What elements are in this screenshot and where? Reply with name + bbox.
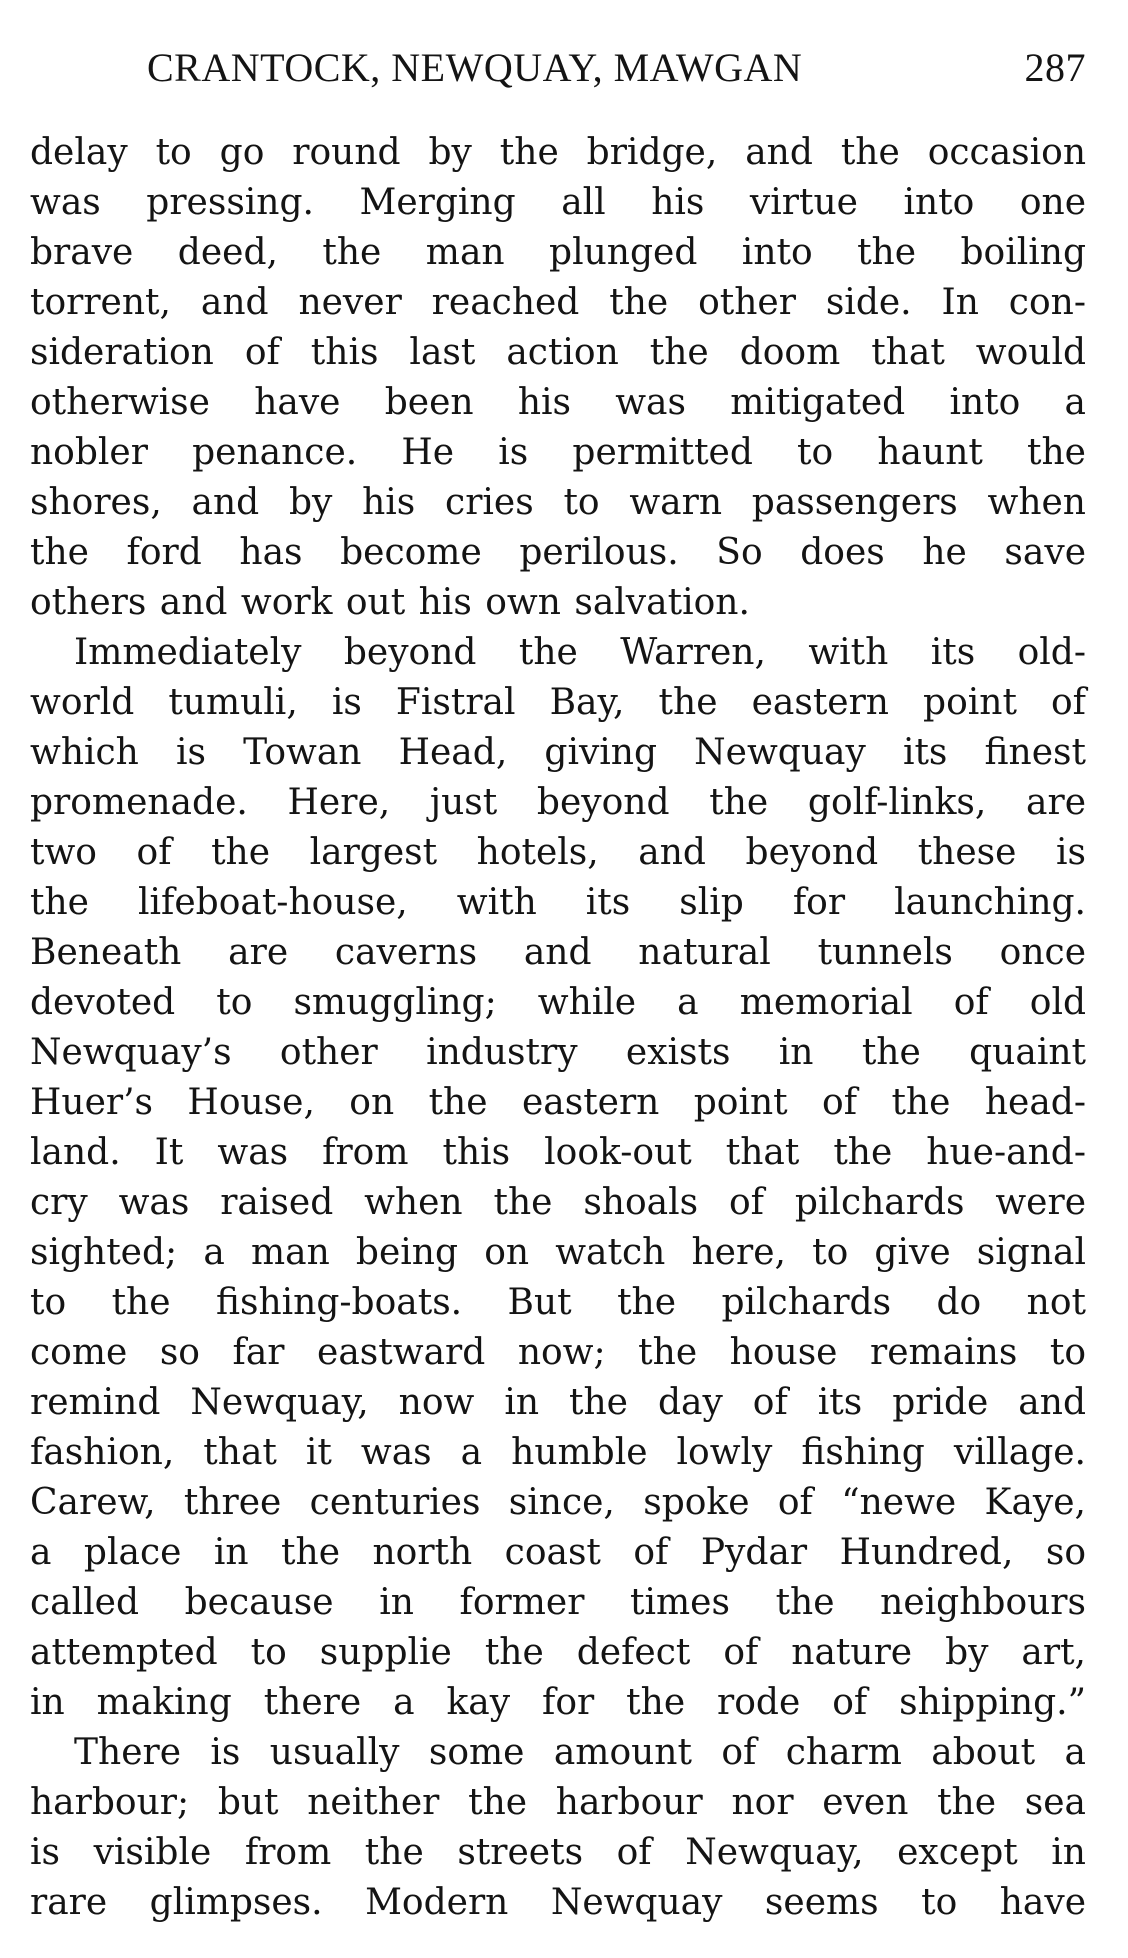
paragraph-end-line: in making there a kay for the rode of shipping.” — [30, 1682, 1086, 1723]
running-title: CRANTOCK, NEWQUAY, MAWGAN — [147, 45, 803, 90]
text-line: Carew, three centuries since, spoke of “newe Kaye, — [30, 1482, 1086, 1523]
text-line: which is Towan Head, giving Newquay its finest — [30, 732, 1086, 773]
text-line: otherwise have been his was mitigated into a — [30, 382, 1086, 423]
running-head — [30, 38, 1086, 98]
text-line: rare glimpses. Modern Newquay seems to have — [30, 1882, 1086, 1923]
text-line: Huer’s House, on the eastern point of the head- — [30, 1082, 1086, 1123]
text-line: is visible from the streets of Newquay, except in — [30, 1832, 1086, 1873]
text-line: harbour; but neither the harbour nor even the sea — [30, 1782, 1086, 1823]
text-line: the lifeboat-house, with its slip for launching. — [30, 882, 1086, 923]
text-line: Beneath are caverns and natural tunnels once — [30, 932, 1086, 973]
text-line: delay to go round by the bridge, and the occasion — [30, 132, 1086, 173]
paragraph-first-line: There is usually some amount of charm about a — [74, 1732, 1086, 1773]
text-line: to the fishing-boats. But the pilchards do not — [30, 1282, 1086, 1323]
text-line: two of the largest hotels, and beyond these is — [30, 832, 1086, 873]
paragraph-first-line: Immediately beyond the Warren, with its old- — [74, 632, 1086, 673]
text-line: shores, and by his cries to warn passengers when — [30, 482, 1086, 523]
text-line: brave deed, the man plunged into the boiling — [30, 232, 1086, 273]
text-line: devoted to smuggling; while a memorial of old — [30, 982, 1086, 1023]
text-line: come so far eastward now; the house remains to — [30, 1332, 1086, 1373]
text-line: torrent, and never reached the other side. In con- — [30, 282, 1086, 323]
body-text — [30, 128, 1086, 1928]
text-line: nobler penance. He is permitted to haunt the — [30, 432, 1086, 473]
text-line: attempted to supplie the defect of nature by art, — [30, 1632, 1086, 1673]
text-line: promenade. Here, just beyond the golf-links, are — [30, 782, 1086, 823]
text-line: the ford has become perilous. So does he save — [30, 532, 1086, 573]
text-line: fashion, that it was a humble lowly fishing village. — [30, 1432, 1086, 1473]
text-line: called because in former times the neighbours — [30, 1582, 1086, 1623]
text-line: sideration of this last action the doom that would — [30, 332, 1086, 373]
text-line: world tumuli, is Fistral Bay, the eastern point of — [30, 682, 1086, 723]
text-line: Newquay’s other industry exists in the quaint — [30, 1032, 1086, 1073]
text-line: a place in the north coast of Pydar Hundred, so — [30, 1532, 1086, 1573]
text-line: land. It was from this look-out that the hue-and- — [30, 1132, 1086, 1173]
text-line: remind Newquay, now in the day of its pride and — [30, 1382, 1086, 1423]
paragraph-end-line: others and work out his own salvation. — [30, 582, 750, 623]
text-line: was pressing. Merging all his virtue into one — [30, 182, 1086, 223]
text-line: sighted; a man being on watch here, to give signal — [30, 1232, 1086, 1273]
page-number: 287 — [1024, 45, 1086, 90]
text-line: cry was raised when the shoals of pilchards were — [30, 1182, 1086, 1223]
